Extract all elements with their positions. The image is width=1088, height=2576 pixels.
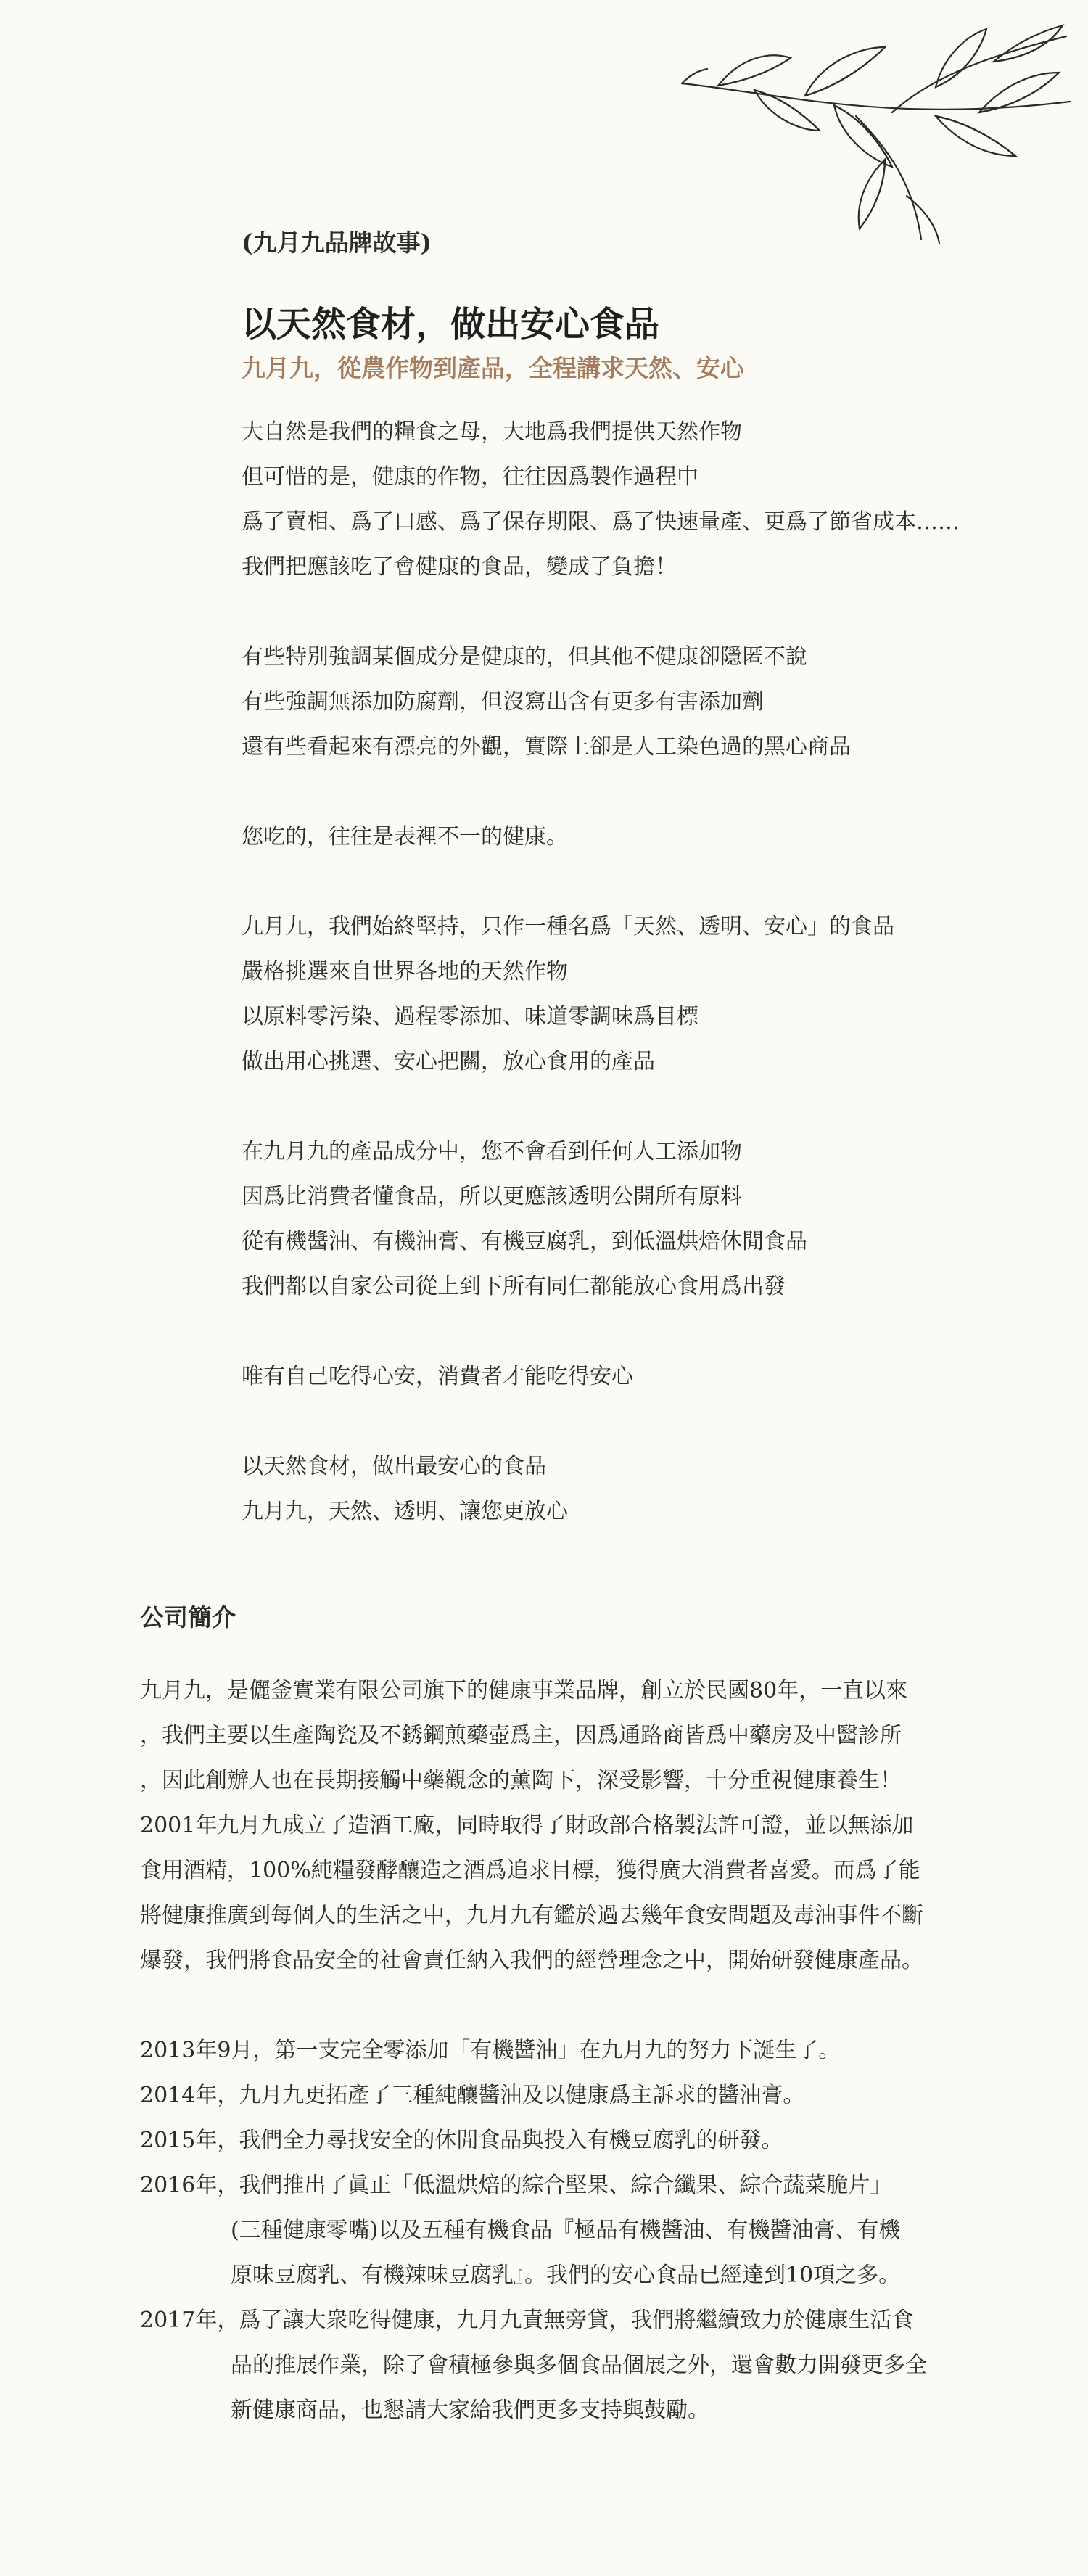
intro-line: 2001年九月九成立了造酒工廠，同時取得了財政部合格製法許可證，並以無添加 [140, 1813, 914, 1838]
intro-line: 將健康推廣到每個人的生活之中，九月九有鑑於過去幾年食安問題及毒油事件不斷 [140, 1903, 923, 1928]
timeline-line: 2014年，九月九更拓產了三種純釀醬油及以健康爲主訴求的醬油膏。 [140, 2083, 805, 2108]
story-line: 我們把應該吃了會健康的食品，變成了負擔！ [242, 554, 677, 580]
timeline-line: 2015年，我們全力尋找安全的休閒食品與投入有機豆腐乳的研發。 [140, 2128, 783, 2153]
story-paragraph [242, 905, 967, 1085]
story-line: 以原料零污染、過程零添加、味道零調味爲目標 [242, 1004, 698, 1029]
intro-line: 九月九，是儷釜實業有限公司旗下的健康事業品牌，創立於民國80年，一直以來 [140, 1678, 908, 1703]
timeline-line: 2017年，爲了讓大衆吃得健康，九月九責無旁貸，我們將繼續致力於健康生活食 [140, 2308, 914, 2333]
story-paragraph [242, 635, 967, 770]
timeline-line: 2013年9月，第一支完全零添加「有機醬油」在九月九的努力下誕生了。 [140, 2038, 841, 2063]
story-paragraph [242, 1354, 967, 1399]
story-line: 九月九，我們始終堅持，只作一種名爲「天然、透明、安心」的食品 [242, 914, 894, 939]
story-line: 大自然是我們的糧食之母，大地爲我們提供天然作物 [242, 419, 742, 445]
timeline-item [140, 2118, 967, 2163]
timeline-item [140, 2028, 967, 2073]
timeline-line: 新健康商品，也懇請大家給我們更多支持與鼓勵。 [231, 2398, 709, 2423]
timeline-line: 2016年，我們推出了眞正「低溫烘焙的綜合堅果、綜合纖果、綜合蔬菜脆片」 [140, 2173, 892, 2198]
olive-branch-illustration [675, 15, 1081, 247]
story-line: 做出用心挑選、安心把關，放心食用的產品 [242, 1049, 655, 1074]
intro-line: ，我們主要以生產陶瓷及不銹鋼煎藥壺爲主，因爲通路商皆爲中藥房及中醫診所 [140, 1723, 902, 1748]
timeline-line: (三種健康零嘴)以及五種有機食品『極品有機醬油、有機醬油膏、有機 [231, 2218, 901, 2243]
story-line: 唯有自己吃得心安，消費者才能吃得安心 [242, 1364, 633, 1389]
company-intro-body [140, 1668, 967, 1983]
intro-line: 爆發，我們將食品安全的社會責任納入我們的經營理念之中，開始研發健康產品。 [140, 1948, 923, 1973]
story-line: 在九月九的產品成分中，您不會看到任何人工添加物 [242, 1139, 742, 1164]
brand-story-body [242, 410, 967, 1534]
timeline-line: 品的推展作業，除了會積極參與多個食品個展之外，還會數力開發更多全 [231, 2353, 927, 2378]
story-line: 嚴格挑選來自世界各地的天然作物 [242, 959, 568, 984]
timeline-item [140, 2163, 967, 2298]
story-paragraph [242, 1129, 967, 1309]
story-line: 爲了賣相、爲了口感、爲了保存期限、爲了快速量產、更爲了節省成本…… [242, 509, 960, 535]
story-line: 因爲比消費者懂食品，所以更應該透明公開所有原料 [242, 1184, 742, 1209]
story-line: 您吃的，往往是表裡不一的健康。 [242, 824, 568, 849]
story-line: 有些特別強調某個成分是健康的，但其他不健康卻隱匿不說 [242, 644, 807, 670]
intro-line: ，因此創辦人也在長期接觸中藥觀念的薰陶下，深受影響，十分重視健康養生！ [140, 1768, 902, 1793]
brand-story-eyebrow: (九月九品牌故事) [242, 229, 432, 257]
company-introduction [140, 1596, 967, 2433]
story-line: 九月九，天然、透明、讓您更放心 [242, 1499, 568, 1524]
story-line: 還有些看起來有漂亮的外觀，實際上卻是人工染色過的黑心商品 [242, 734, 851, 760]
brand-story-subhead: 九月九，從農作物到產品，全程講求天然、安心 [242, 354, 744, 382]
timeline-item [140, 2298, 967, 2433]
timeline-line: 原味豆腐乳、有機辣味豆腐乳』。我們的安心食品已經達到10項之多。 [231, 2263, 901, 2288]
story-line: 有些強調無添加防腐劑，但沒寫出含有更多有害添加劑 [242, 689, 764, 715]
company-timeline [140, 2028, 967, 2433]
brand-story-headline: 以天然食材，做出安心食品 [242, 304, 660, 345]
story-paragraph [242, 815, 967, 860]
story-paragraph [242, 410, 967, 590]
story-line: 但可惜的是，健康的作物，往往因爲製作過程中 [242, 464, 698, 490]
timeline-item [140, 2073, 967, 2118]
company-intro-title: 公司簡介 [140, 1603, 236, 1631]
story-line: 我們都以自家公司從上到下所有同仁都能放心食用爲出發 [242, 1274, 786, 1299]
brand-story [242, 218, 967, 1534]
story-paragraph [242, 1444, 967, 1534]
story-line: 以天然食材，做出最安心的食品 [242, 1454, 546, 1479]
intro-line: 食用酒精，100%純糧發酵釀造之酒爲追求目標，獲得廣大消費者喜愛。而爲了能 [140, 1858, 920, 1883]
story-line: 從有機醬油、有機油膏、有機豆腐乳，到低溫烘焙休閒食品 [242, 1229, 807, 1254]
